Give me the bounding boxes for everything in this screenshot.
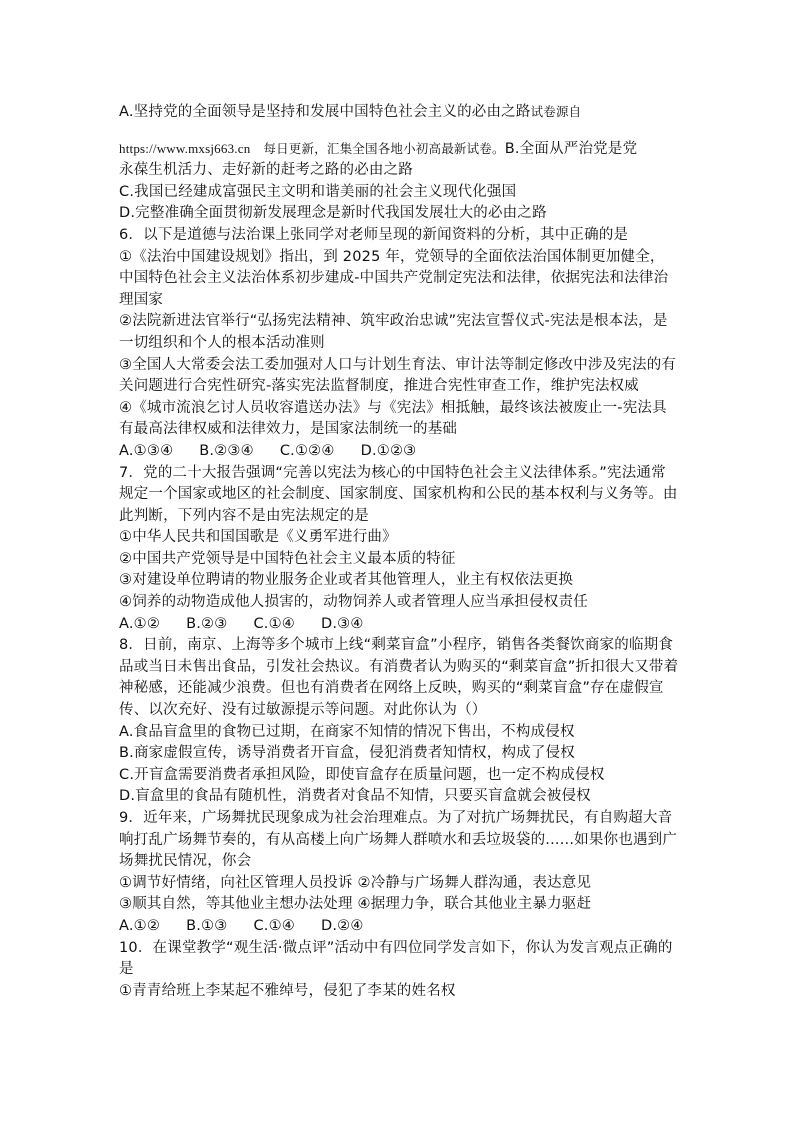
q9-items-1-2: ①调节好情绪，向社区管理人员投诉 ②冷静与广场舞人群沟通，表达意见 xyxy=(119,874,592,891)
q9-options xyxy=(119,916,679,938)
q7-item-3: ③对建设单位聘请的物业服务企业或者其他管理人，业主有权依法更换 xyxy=(119,572,574,589)
exam-content xyxy=(119,101,679,1002)
option-b-cont: 永葆生机活力、走好新的赶考之路的必由之路 xyxy=(119,162,413,179)
q9-option-b: B.①③ xyxy=(186,917,228,934)
q7-item-2: ②中国共产党领导是中国特色社会主义最本质的特征 xyxy=(119,550,456,567)
source-note: 每日更新，汇集全国各地小初高最新试卷。 xyxy=(263,140,505,156)
option-b-start: B.全面从严治党是党 xyxy=(504,140,638,157)
q7-options xyxy=(119,614,679,636)
source-url-link[interactable]: https://www.mxsj663.cn xyxy=(119,140,251,156)
q8-option-b: B.商家虚假宣传，诱导消费者开盲盒，侵犯消费者知情权，构成了侵权 xyxy=(119,745,575,762)
q9-items-3-4: ③顺其自然，等其他业主想办法处理 ④据理力争，联合其他业主暴力驱赶 xyxy=(119,896,592,913)
option-d: D.完整准确全面贯彻新发展理念是新时代我国发展壮大的必由之路 xyxy=(119,205,547,222)
url-line xyxy=(119,138,679,161)
q6-option-b: B.②③④ xyxy=(199,442,254,459)
q7-stem: 7．党的二十大报告强调“完善以宪法为核心的中国特色社会主义法律体系。”宪法通常规定一个国家或地区的社会制度、国家制度、国家机构和公民的基本权利与义务等。由此判断，下列内容不是由宪法规定的是 xyxy=(119,464,678,524)
option-a-text: A.坚持党的全面领导是坚持和发展中国特色社会主义的必由之路 xyxy=(119,104,531,120)
q7-item-4: ④饲养的动物造成他人损害的，动物饲养人或者管理人应当承担侵权责任 xyxy=(119,594,588,611)
option-c: C.我国已经建成富强民主文明和谐美丽的社会主义现代化强国 xyxy=(119,183,517,200)
q6-option-c: C.①②④ xyxy=(279,442,335,459)
source-label: 试卷源自 xyxy=(530,104,582,119)
q7-item-1: ①中华人民共和国国歌是《义勇军进行曲》 xyxy=(119,529,397,546)
q8-option-c: C.开盲盒需要消费者承担风险，即使盲盒存在质量问题，也一定不构成侵权 xyxy=(119,766,605,783)
q9-option-d: D.②④ xyxy=(320,917,364,934)
q6-stem: 6．以下是道德与法治课上张同学对老师呈现的新闻资料的分析，其中正确的是 xyxy=(119,226,629,243)
q6-option-a: A.①③④ xyxy=(119,442,174,459)
q7-option-c: C.①④ xyxy=(253,615,295,632)
q9-option-a: A.①② xyxy=(119,917,161,934)
option-a-line xyxy=(119,101,679,124)
q6-item-3: ③全国人大常委会法工委加强对人口与计划生育法、审计法等制定修改中涉及宪法的有关问题进行合宪性研究-落实宪法监督制度，推进合宪性审查工作，维护宪法权威 xyxy=(119,356,677,395)
q8-option-d: D.盲盒里的食品有随机性，消费者对食品不知情，只要买盲盒就会被侵权 xyxy=(119,788,591,805)
q6-item-2: ②法院新进法官举行“弘扬宪法精神、筑牢政治忠诚”宪法宣誓仪式-宪法是根本法，是一切组织和个人的根本活动准则 xyxy=(119,313,668,351)
q8-stem: 8．日前，南京、上海等多个城市上线“剩菜盲盒”小程序，销售各类餐饮商家的临期食品或当日未售出食品，引发社会热议。有消费者认为购买的“剩菜盲盒”折扣很大又带着神秘感，还能减少浪费。但也有消费者在网络上反映，购买的“剩菜盲盒”存在虚假宣传、以次充好、没有过敏源提示等问题。对此你认为（） xyxy=(119,637,679,719)
q10-item-1: ①青青给班上李某起不雅绰号，侵犯了李某的姓名权 xyxy=(119,982,456,999)
q9-option-c: C.①④ xyxy=(253,917,295,934)
q7-option-b: B.②③ xyxy=(186,615,228,632)
q6-item-4: ④《城市流浪乞讨人员收容遣送办法》与《宪法》相抵触，最终该法被废止一-宪法具有最高法律权威和法律效力，是国家法制统一的基础 xyxy=(119,399,667,438)
q10-stem: 10．在课堂教学“观生活·微点评”活动中有四位同学发言如下，你认为发言观点正确的是 xyxy=(119,939,673,978)
q7-option-a: A.①② xyxy=(119,615,161,632)
q6-item-1: ①《法治中国建设规划》指出，到 2025 年，党领导的全面依法治国体制更加健全，中国特色社会主义法治体系初步建成-中国共产党制定宪法和法律，依据宪法和法律治理国家 xyxy=(119,248,669,308)
q8-option-a: A.食品盲盒里的食物已过期，在商家不知情的情况下售出，不构成侵权 xyxy=(119,723,575,740)
q9-stem: 9．近年来，广场舞扰民现象成为社会治理难点。为了对抗广场舞扰民，有自购超大音响打乱广场舞节奏的，有从高楼上向广场舞人群喷水和丢垃圾袋的......如果你也遇到广场舞扰民情况，你会 xyxy=(119,810,678,870)
q6-option-d: D.①②③ xyxy=(360,442,417,459)
q6-options xyxy=(119,441,679,463)
q7-option-d: D.③④ xyxy=(320,615,364,632)
